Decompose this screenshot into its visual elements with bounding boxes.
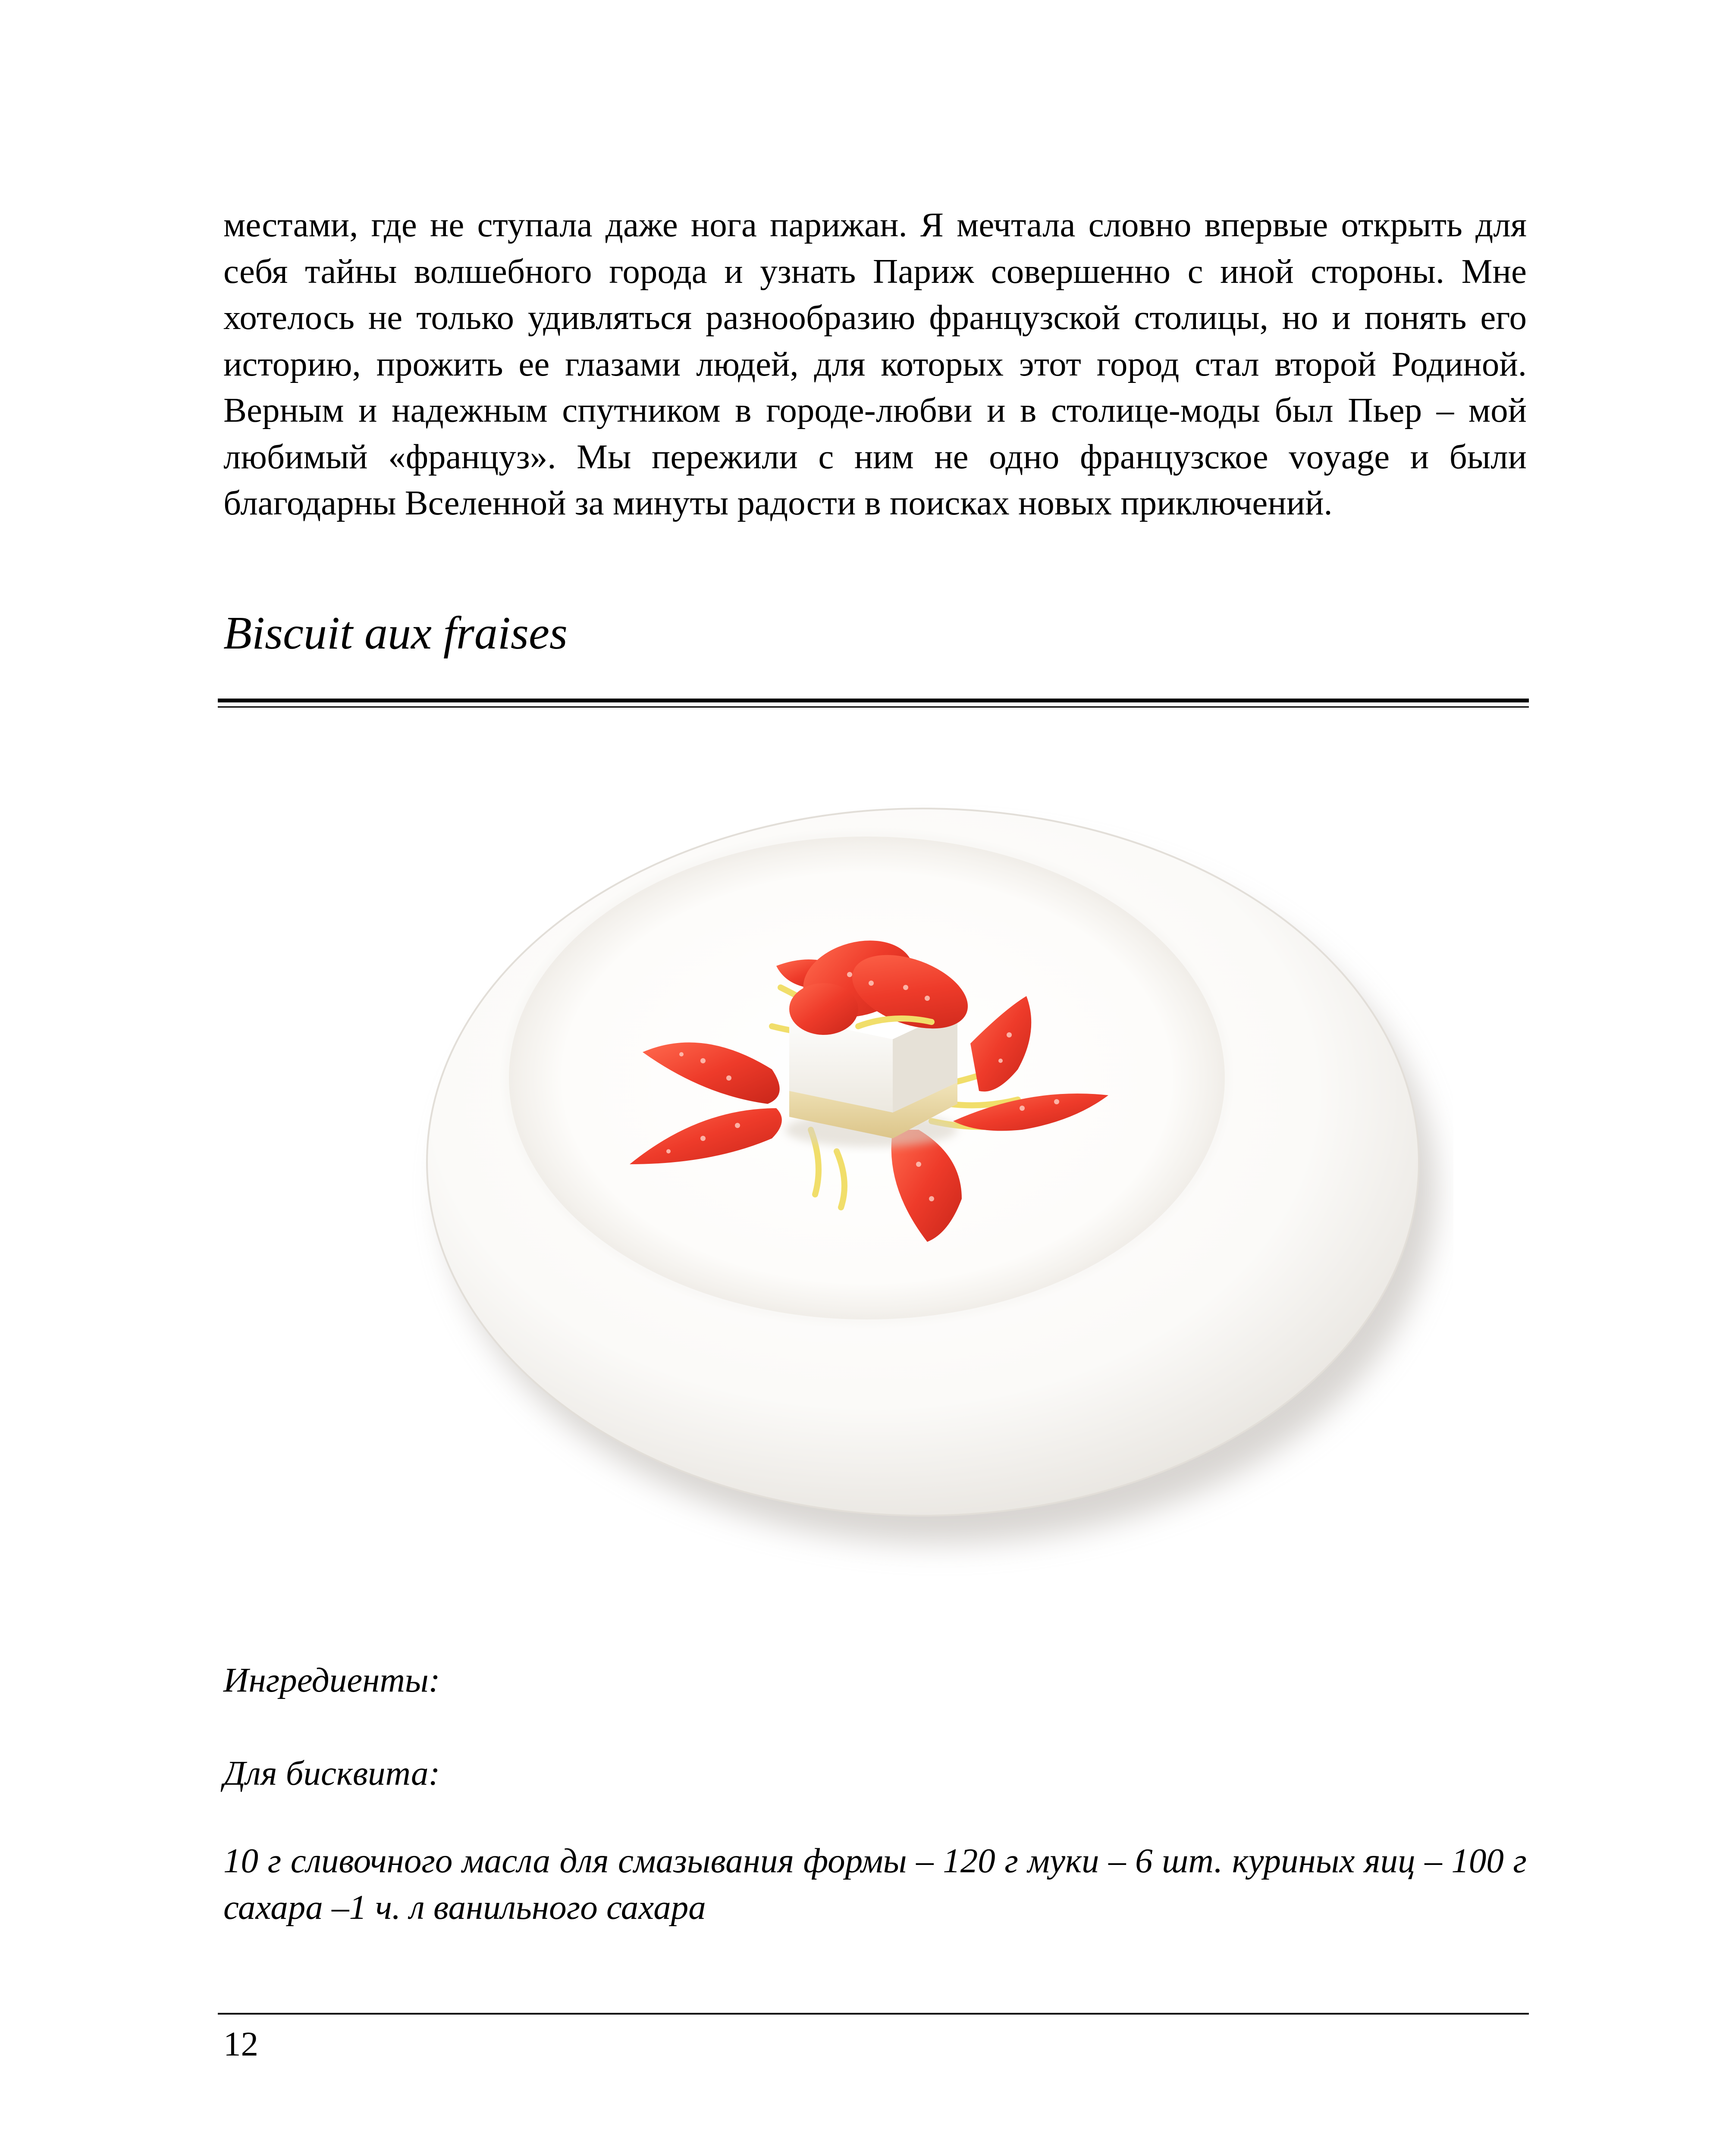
ingredients-heading: Ингредиенты:: [223, 1661, 440, 1699]
dessert-photo: [401, 750, 1453, 1613]
biscuit-section-heading: Для бисквита:: [223, 1754, 440, 1792]
ingredient-list: 10 г сливочного масла для смазывания формы – 120 г муки – 6 шт. куриных яиц – 100 г сахара –1 ч. л ванильного сахара: [223, 1841, 1527, 1927]
page-number: 12: [223, 2024, 258, 2063]
title-divider-thick: [218, 699, 1529, 702]
intro-paragraph: местами, где не ступала даже нога парижан. Я мечтала словно впервые открыть для себя тайны волшебного города и узнать Париж совершенно с иной стороны. Мне хотелось не только удивляться разнообразию французской столицы, но и понять его историю, прожить ее глазами людей, для которых этот город стал второй Родиной. Верным и надежным спутником в городе-любви и в столице-моды был Пьер – мой любимый «француз». Мы пережили с ним не одно французское voyage и были благодарны Вселенной за минуты радости в поисках новых приключений.: [223, 205, 1527, 522]
recipe-title: Biscuit aux fraises: [223, 608, 568, 659]
footer-divider: [218, 2013, 1529, 2015]
title-divider-thin: [218, 706, 1529, 708]
